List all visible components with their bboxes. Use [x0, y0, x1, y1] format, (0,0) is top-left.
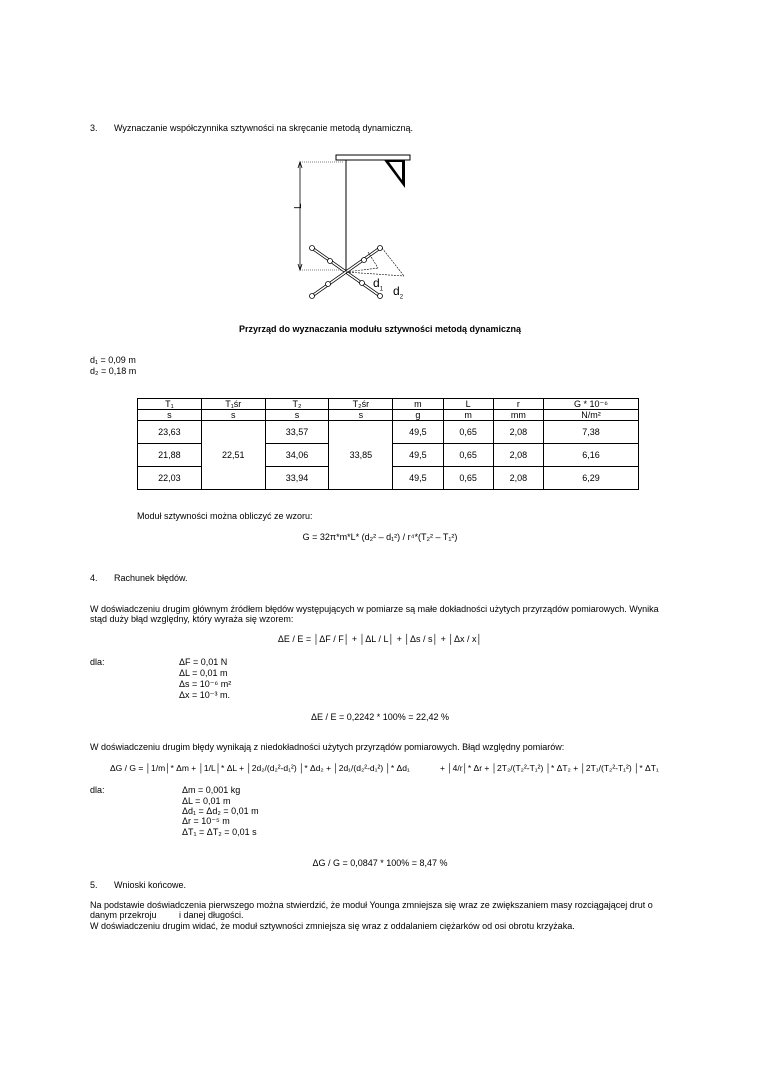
table-unit: s [138, 410, 202, 421]
table-header: T₂ [265, 399, 329, 410]
delta-item: Δx = 10⁻³ m. [179, 690, 231, 700]
weight [362, 258, 367, 263]
cell-T1: 23,63 [138, 421, 202, 444]
cell-L: 0,65 [443, 421, 493, 444]
weight [328, 259, 333, 264]
section-5-title: Wnioski końcowe. [114, 880, 187, 890]
table-unit: m [443, 410, 493, 421]
conclusion-line2b: i danej długości. [179, 910, 244, 920]
cell-r: 2,08 [493, 467, 543, 490]
cell-T1: 22,03 [138, 467, 202, 490]
conclusion-line3: W doświadczeniu drugim widać, że moduł sztywności zmniejsza się wraz z oddalaniem ciężarków od osi obrotu krzyżaka. [90, 921, 575, 931]
table-unit: s [329, 410, 393, 421]
paragraph-G-errors: W doświadczeniu drugim błędy wynikają z niedokładności użytych przyrządów pomiarowych. Błąd względny pomiarów: [90, 742, 565, 752]
figure-caption: Przyrząd do wyznaczania modułu sztywności metodą dynamiczną [238, 324, 522, 334]
table-header: L [443, 399, 493, 410]
result-E: ΔE / E = 0,2242 * 100% = 22,42 % [310, 712, 450, 722]
cell-T2: 33,94 [265, 467, 329, 490]
table-unit: N/m² [544, 410, 639, 421]
table-row [138, 421, 639, 444]
cell-T1: 21,88 [138, 444, 202, 467]
cell-L: 0,65 [443, 444, 493, 467]
label-L: L [293, 203, 304, 209]
param-d1: d₁ = 0,09 m [90, 355, 136, 365]
section-3-number: 3. [90, 123, 98, 133]
label-d1: $d_1$ [373, 276, 384, 293]
table-header: T₁ [138, 399, 202, 410]
cell-L: 0,65 [443, 467, 493, 490]
delta-item: ΔF = 0,01 N [179, 657, 228, 667]
delta-item: Δm = 0,001 kg [182, 785, 241, 795]
cell-T1sr: 22,51 [201, 421, 265, 490]
table-unit: mm [493, 410, 543, 421]
delta-item: ΔL = 0,01 m [179, 668, 228, 678]
weight [310, 246, 315, 251]
section-4-number: 4. [90, 573, 98, 583]
delta-item: ΔT₁ = ΔT₂ = 0,01 s [182, 827, 257, 837]
conclusion-line2a: danym przekroju [90, 910, 157, 920]
delta-item: ΔL = 0,01 m [182, 796, 231, 806]
cell-G: 7,38 [544, 421, 639, 444]
formula-E-error: ΔE / E = │ΔF / F│ + │ΔL / L│ + │Δs / s│ + │Δx / x│ [277, 634, 483, 644]
table-header: r [493, 399, 543, 410]
paragraph-errors-line1: W doświadczeniu drugim głównym źródłem błędów występujących w pomiarze są małe dokładności użytych przyrządów pomiarowych. Wynika [90, 604, 659, 614]
table-header: T₂śr [329, 399, 393, 410]
section-3-title: Wyznaczanie współczynnika sztywności na skręcanie metodą dynamiczną. [114, 123, 414, 133]
conclusion-line1: Na podstawie doświadczenia pierwszego można stwierdzić, że moduł Younga zmniejsza się wraz ze zwiększaniem masy rozciągającej drut o [90, 900, 653, 910]
weight [378, 246, 383, 251]
measurement-table [137, 398, 639, 490]
delta-item: Δd₁ = Δd₂ = 0,01 m [182, 806, 259, 816]
formula-G-error-part1: ΔG / G = │1/m│* Δm + │1/L│* ΔL + │2d₂/(d₂²-d₁²) │* Δd₂ + │2d₁/(d₂²-d₁²) │* Δd₁ [110, 763, 410, 773]
table-unit: s [201, 410, 265, 421]
table-header: m [393, 399, 443, 410]
delta-item: Δr = 10⁻⁵ m [182, 816, 230, 826]
formula-G: G = 32π*m*L* (d₂² – d₁²) / r⁴*(T₂² – T₁²) [302, 532, 458, 542]
delta-item: Δs = 10⁻⁶ m² [179, 679, 232, 689]
dla-label-2: dla: [90, 785, 105, 795]
cell-T2: 33,57 [265, 421, 329, 444]
label-d2: $d_2$ [393, 284, 404, 301]
table-header: T₁śr [201, 399, 265, 410]
cell-m: 49,5 [393, 467, 443, 490]
section-5-number: 5. [90, 880, 98, 890]
weight [310, 294, 315, 299]
weight [326, 282, 331, 287]
cell-r: 2,08 [493, 421, 543, 444]
weight [360, 281, 365, 286]
param-d2: d₂ = 0,18 m [90, 366, 137, 376]
weight [378, 294, 383, 299]
table-header: G * 10⁻⁶ [544, 399, 639, 410]
cell-G: 6,16 [544, 444, 639, 467]
table-unit: s [265, 410, 329, 421]
formula-intro: Moduł sztywności można obliczyć ze wzoru: [137, 511, 313, 521]
table-unit: g [393, 410, 443, 421]
result-G: ΔG / G = 0,0847 * 100% = 8,47 % [312, 858, 448, 868]
top-bar [336, 155, 410, 160]
dimension-d2 [382, 248, 404, 276]
cell-m: 49,5 [393, 421, 443, 444]
section-4-title: Rachunek błędów. [114, 573, 188, 583]
table-units-row [138, 410, 639, 421]
cell-T2: 34,06 [265, 444, 329, 467]
cell-G: 6,29 [544, 467, 639, 490]
apparatus-diagram [280, 150, 430, 310]
formula-G-error-part2: + │4/r│* Δr + │2T₂/(T₂²-T₁²) │* ΔT₂ + │2T₁/(T₂²-T₁²) │* ΔT₁ [440, 763, 659, 773]
paragraph-errors-line2: stąd duży błąd względny, który wyraża się wzorem: [90, 614, 294, 624]
cell-m: 49,5 [393, 444, 443, 467]
cell-r: 2,08 [493, 444, 543, 467]
dla-label-1: dla: [90, 657, 105, 667]
cell-T2sr: 33,85 [329, 421, 393, 490]
table-header-row [138, 399, 639, 410]
